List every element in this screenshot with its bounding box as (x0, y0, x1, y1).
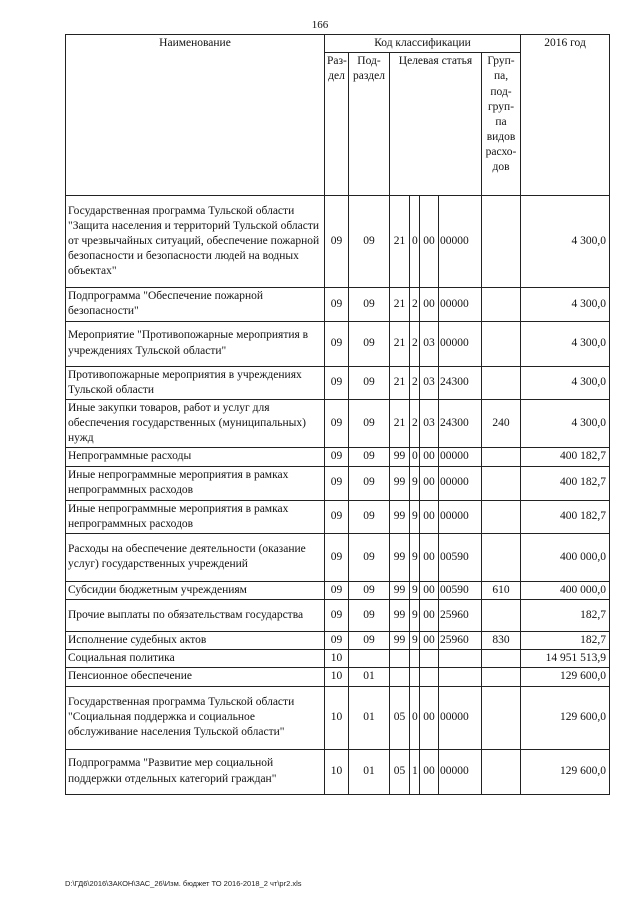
target-subprogram: 9 (410, 500, 420, 533)
subsection-code: 09 (349, 196, 390, 288)
target-subprogram: 9 (410, 581, 420, 599)
table-row (66, 749, 610, 794)
target-program: 99 (390, 466, 410, 500)
section-code: 09 (325, 632, 349, 650)
table-row (66, 500, 610, 533)
target-direction: 00000 (439, 448, 482, 466)
section-code: 09 (325, 466, 349, 500)
subsection-code: 09 (349, 321, 390, 366)
subsection-code: 09 (349, 600, 390, 632)
subsection-code: 09 (349, 500, 390, 533)
target-subprogram: 2 (410, 321, 420, 366)
section-code: 09 (325, 321, 349, 366)
target-subprogram (410, 650, 420, 668)
amount-2016: 129 600,0 (521, 749, 610, 794)
table-body (66, 196, 610, 794)
expense-group: 830 (482, 632, 521, 650)
expense-group (482, 668, 521, 686)
target-subprogram: 9 (410, 632, 420, 650)
table-row (66, 686, 610, 749)
subsection-code: 09 (349, 581, 390, 599)
subsection-code: 01 (349, 668, 390, 686)
subsection-code: 09 (349, 399, 390, 448)
table-header (66, 35, 610, 196)
expense-group (482, 600, 521, 632)
target-subprogram: 2 (410, 399, 420, 448)
target-subprogram: 2 (410, 366, 420, 399)
target-direction: 25960 (439, 600, 482, 632)
amount-2016: 4 300,0 (521, 196, 610, 288)
target-direction: 00590 (439, 581, 482, 599)
target-direction: 00000 (439, 749, 482, 794)
row-name: Исполнение судебных актов (66, 632, 325, 650)
table-row (66, 581, 610, 599)
target-direction: 24300 (439, 399, 482, 448)
row-name: Государственная программа Тульской области "Социальная поддержка и социальное обслуживание населения Тульской области" (66, 686, 325, 749)
row-name: Противопожарные мероприятия в учреждениях Тульской области (66, 366, 325, 399)
table-row (66, 632, 610, 650)
table-row (66, 668, 610, 686)
subsection-code: 09 (349, 366, 390, 399)
target-measure (420, 668, 439, 686)
header-target: Целевая статья (390, 53, 482, 196)
table-row (66, 600, 610, 632)
row-name: Иные закупки товаров, работ и услуг для обеспечения государственных (муниципальных) нужд (66, 399, 325, 448)
target-measure: 00 (420, 288, 439, 321)
expense-group (482, 321, 521, 366)
amount-2016: 400 182,7 (521, 500, 610, 533)
page-number: 166 (311, 19, 329, 31)
target-measure: 00 (420, 686, 439, 749)
expense-group (482, 686, 521, 749)
table-row (66, 448, 610, 466)
expense-group (482, 466, 521, 500)
expense-group (482, 500, 521, 533)
target-program: 21 (390, 288, 410, 321)
file-path-footer: D:\ГД6\2016\ЗАКОН\ЗАС_26\Изм. бюджет ТО 2016-2018_2 чт\pr2.xls (65, 879, 302, 888)
section-code: 10 (325, 686, 349, 749)
subsection-code: 01 (349, 749, 390, 794)
target-measure: 03 (420, 399, 439, 448)
target-measure: 03 (420, 321, 439, 366)
target-direction: 24300 (439, 366, 482, 399)
expense-group: 610 (482, 581, 521, 599)
row-name: Непрограммные расходы (66, 448, 325, 466)
expense-group (482, 650, 521, 668)
target-program (390, 650, 410, 668)
subsection-code (349, 650, 390, 668)
target-program (390, 668, 410, 686)
header-subsection: Под- раздел (349, 53, 390, 196)
target-subprogram (410, 668, 420, 686)
amount-2016: 400 000,0 (521, 533, 610, 581)
row-name: Субсидии бюджетным учреждениям (66, 581, 325, 599)
target-direction: 00590 (439, 533, 482, 581)
target-direction: 00000 (439, 500, 482, 533)
target-subprogram: 2 (410, 288, 420, 321)
expense-group (482, 533, 521, 581)
amount-2016: 4 300,0 (521, 288, 610, 321)
target-program: 05 (390, 749, 410, 794)
row-name: Социальная политика (66, 650, 325, 668)
target-measure: 00 (420, 466, 439, 500)
section-code: 09 (325, 196, 349, 288)
section-code: 10 (325, 650, 349, 668)
target-program: 99 (390, 581, 410, 599)
target-program: 21 (390, 366, 410, 399)
amount-2016: 4 300,0 (521, 321, 610, 366)
table-row (66, 196, 610, 288)
row-name: Прочие выплаты по обязательствам государства (66, 600, 325, 632)
table-row (66, 321, 610, 366)
section-code: 09 (325, 366, 349, 399)
target-subprogram: 0 (410, 196, 420, 288)
header-group: Груп- па, под- груп- па видов расхо- дов (482, 53, 521, 196)
target-direction: 00000 (439, 321, 482, 366)
row-name: Пенсионное обеспечение (66, 668, 325, 686)
budget-table (65, 34, 610, 795)
table-row (66, 288, 610, 321)
target-subprogram: 1 (410, 749, 420, 794)
expense-group (482, 448, 521, 466)
table-row (66, 466, 610, 500)
target-program: 21 (390, 196, 410, 288)
target-direction: 00000 (439, 686, 482, 749)
target-subprogram: 9 (410, 466, 420, 500)
target-program: 99 (390, 533, 410, 581)
section-code: 09 (325, 600, 349, 632)
target-subprogram: 0 (410, 686, 420, 749)
target-subprogram: 9 (410, 533, 420, 581)
subsection-code: 09 (349, 533, 390, 581)
target-direction (439, 650, 482, 668)
amount-2016: 129 600,0 (521, 686, 610, 749)
target-measure: 00 (420, 632, 439, 650)
amount-2016: 400 182,7 (521, 466, 610, 500)
row-name: Подпрограмма "Развитие мер социальной поддержки отдельных категорий граждан" (66, 749, 325, 794)
target-direction: 00000 (439, 288, 482, 321)
target-program: 05 (390, 686, 410, 749)
target-direction: 00000 (439, 466, 482, 500)
section-code: 10 (325, 668, 349, 686)
header-name: Наименование (66, 35, 325, 196)
section-code: 09 (325, 288, 349, 321)
section-code: 09 (325, 533, 349, 581)
target-program: 99 (390, 600, 410, 632)
table-row (66, 399, 610, 448)
target-measure: 03 (420, 366, 439, 399)
header-classification: Код классификации (325, 35, 521, 53)
section-code: 10 (325, 749, 349, 794)
section-code: 09 (325, 399, 349, 448)
target-measure: 00 (420, 600, 439, 632)
subsection-code: 01 (349, 686, 390, 749)
subsection-code: 09 (349, 632, 390, 650)
amount-2016: 129 600,0 (521, 668, 610, 686)
expense-group: 240 (482, 399, 521, 448)
row-name: Иные непрограммные мероприятия в рамках непрограммных расходов (66, 466, 325, 500)
amount-2016: 14 951 513,9 (521, 650, 610, 668)
table-row (66, 650, 610, 668)
expense-group (482, 288, 521, 321)
section-code: 09 (325, 581, 349, 599)
amount-2016: 182,7 (521, 600, 610, 632)
target-measure: 00 (420, 581, 439, 599)
target-subprogram: 9 (410, 600, 420, 632)
row-name: Расходы на обеспечение деятельности (оказание услуг) государственных учреждений (66, 533, 325, 581)
header-year: 2016 год (521, 35, 610, 196)
target-program: 99 (390, 632, 410, 650)
section-code: 09 (325, 500, 349, 533)
row-name: Подпрограмма "Обеспечение пожарной безопасности" (66, 288, 325, 321)
amount-2016: 400 182,7 (521, 448, 610, 466)
section-code: 09 (325, 448, 349, 466)
row-name: Мероприятие "Противопожарные мероприятия в учреждениях Тульской области" (66, 321, 325, 366)
amount-2016: 182,7 (521, 632, 610, 650)
table-row (66, 366, 610, 399)
target-measure: 00 (420, 749, 439, 794)
expense-group (482, 749, 521, 794)
row-name: Иные непрограммные мероприятия в рамках непрограммных расходов (66, 500, 325, 533)
target-program: 99 (390, 500, 410, 533)
header-section: Раз- дел (325, 53, 349, 196)
target-measure: 00 (420, 448, 439, 466)
amount-2016: 400 000,0 (521, 581, 610, 599)
target-program: 99 (390, 448, 410, 466)
subsection-code: 09 (349, 288, 390, 321)
subsection-code: 09 (349, 448, 390, 466)
row-name: Государственная программа Тульской области "Защита населения и территорий Тульской области от чрезвычайных ситуаций, обеспечение пожарной безопасности и безопасности людей на водных объектах" (66, 196, 325, 288)
amount-2016: 4 300,0 (521, 366, 610, 399)
subsection-code: 09 (349, 466, 390, 500)
target-program: 21 (390, 321, 410, 366)
target-direction: 00000 (439, 196, 482, 288)
expense-group (482, 196, 521, 288)
target-measure: 00 (420, 196, 439, 288)
target-measure: 00 (420, 533, 439, 581)
target-subprogram: 0 (410, 448, 420, 466)
table-row (66, 533, 610, 581)
amount-2016: 4 300,0 (521, 399, 610, 448)
target-measure (420, 650, 439, 668)
target-measure: 00 (420, 500, 439, 533)
target-direction (439, 668, 482, 686)
target-direction: 25960 (439, 632, 482, 650)
target-program: 21 (390, 399, 410, 448)
expense-group (482, 366, 521, 399)
